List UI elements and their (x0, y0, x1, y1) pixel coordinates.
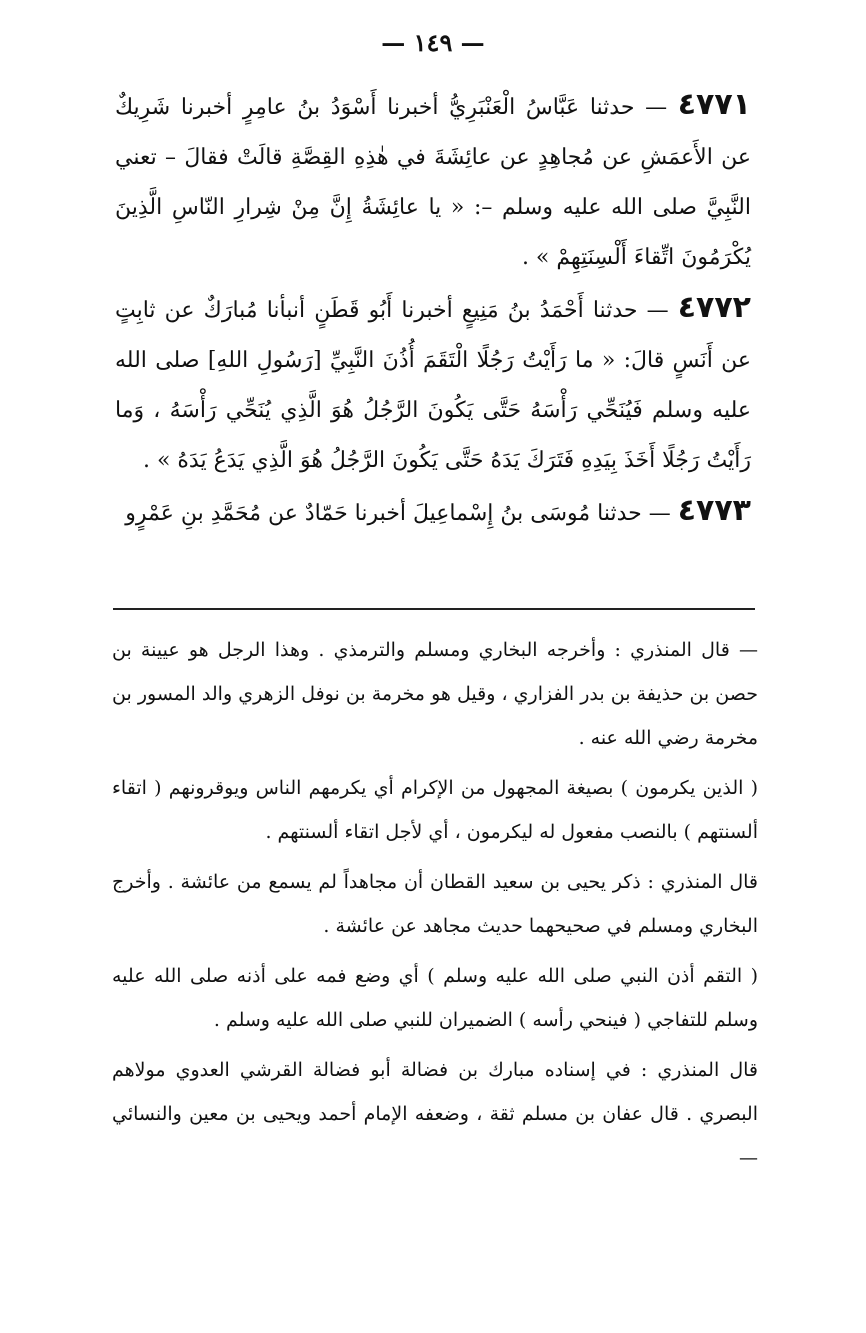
hadith-entry (115, 486, 751, 539)
hadith-entry (115, 283, 751, 486)
hadith-entry (115, 80, 751, 283)
hadith-text: — حدثنا مُوسَى بنُ إِسْماعِيلَ أخبرنا حَمّادٌ عن مُحَمَّدِ بنِ عَمْرٍو (125, 501, 671, 526)
hadith-number: ٤٧٧٣ (677, 493, 751, 528)
footnote-divider (113, 608, 755, 610)
commentary-block (112, 628, 758, 1186)
hadith-number: ٤٧٧١ (677, 87, 751, 122)
commentary-paragraph: ( الذين يكرمون ) بصيغة المجهول من الإكرام أي يكرمهم الناس ويوقرونهم ( اتقاء ألسنتهم ) بالنصب مفعول له ليكرمون ، أي لأجل اتقاء ألسنتهم . (112, 777, 758, 843)
commentary-paragraph: قال المنذري : ذكر يحيى بن سعيد القطان أن مجاهداً لم يسمع من عائشة . وأخرج البخاري ومسلم في صحيحهما حديث مجاهد عن عائشة . (112, 871, 758, 937)
commentary-paragraph: ( التقم أذن النبي صلى الله عليه وسلم ) أي وضع فمه على أذنه صلى الله عليه وسلم للتفاجي ( فينحي رأسه ) الضميران للنبي صلى الله عليه وسلم . (112, 965, 758, 1031)
hadith-number: ٤٧٧٢ (677, 290, 751, 325)
page-number: — ١٤٩ — (381, 28, 485, 57)
commentary-paragraph: قال المنذري : في إسناده مبارك بن فضالة أبو فضالة القرشي العدوي مولاهم البصري . قال عفان بن مسلم ثقة ، وضعفه الإمام أحمد ويحيى بن معين والنسائي — (112, 1059, 758, 1169)
hadith-text: — حدثنا أَحْمَدُ بنُ مَنِيعٍ أخبرنا أَبُو قَطَنٍ أنبأنا مُبارَكٌ عن ثابِتٍ عن أَنَسٍ قالَ: « ما رَأَيْتُ رَجُلًا الْتَقَمَ أُذُنَ النَّبِيِّ [رَسُولِ اللهِ] صلى الله عليه وسلم فَيُنَحِّي رَأْسَهُ حَتَّى يَكُونَ الرَّجُلُ هُوَ الَّذِي يُنَحِّي رَأْسَهُ ، وَما رَأَيْتُ رَجُلًا أَخَذَ بِيَدِهِ فَتَرَكَ يَدَهُ حَتَّى يَكُونَ الرَّجُلُ هُوَ الَّذِي يَدَعُ يَدَهُ » . (115, 298, 751, 473)
hadith-text: — حدثنا عَبَّاسُ الْعَنْبَرِيُّ أخبرنا أَسْوَدُ بنُ عامِرٍ أخبرنا شَرِيكٌ عن الأَعمَشِ عن مُجاهِدٍ عن عائِشَةَ في هٰذِهِ القِصَّةِ قالَتْ فقالَ – تعني النَّبِيَّ صلى الله عليه وسلم –: « يا عائِشَةُ إِنَّ مِنْ شِرارِ النّاسِ الَّذِينَ يُكْرَمُونَ اتِّقاءَ أَلْسِنَتِهِمْ » . (115, 95, 751, 270)
commentary-paragraph: — قال المنذري : وأخرجه البخاري ومسلم والترمذي . وهذا الرجل هو عيينة بن حصن بن حذيفة بن بدر الفزاري ، وقيل هو مخرمة بن نوفل الزهري والد المسور بن مخرمة رضي الله عنه . (112, 639, 758, 749)
hadith-text-block (115, 80, 751, 539)
